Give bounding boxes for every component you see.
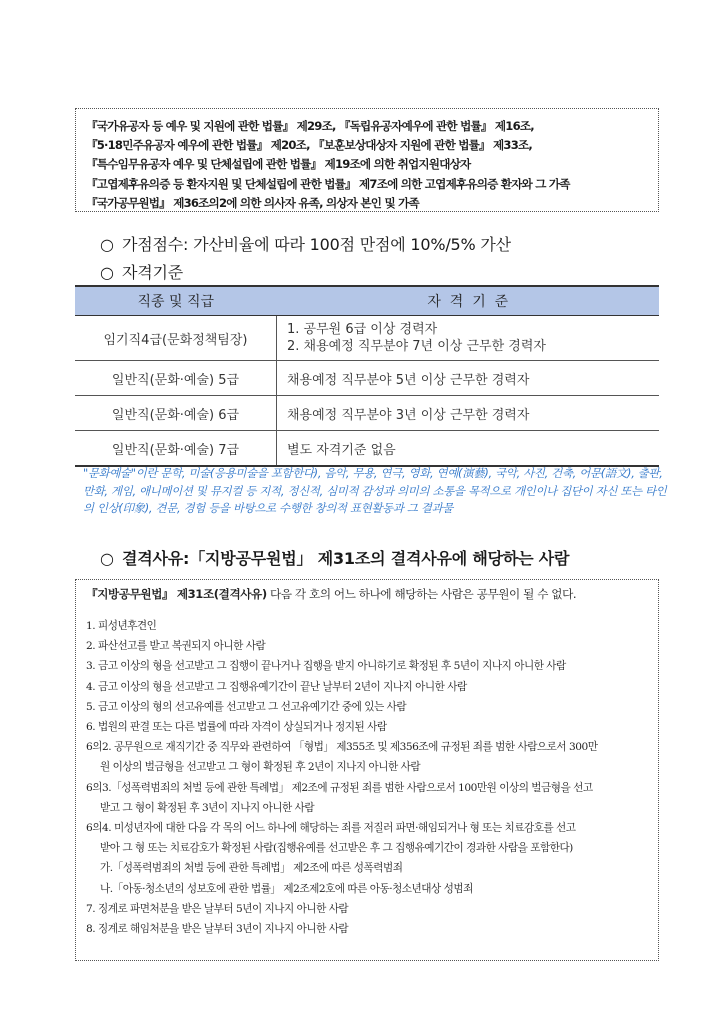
statute-intro-text: 다음 각 호의 어느 하나에 해당하는 사람은 공무원이 될 수 없다. [266,587,577,601]
list-item: 6의3.「성폭력범죄의 처벌 등에 관한 특례법」 제2조에 규정된 죄를 범한 사람으로서 100만원 이상의 벌금형을 선고 [86,781,593,794]
law-line: 『특수임무유공자 예우 및 단체설립에 관한 법률』 제19조에 의한 취업지원대상자 [86,157,471,172]
list-item-continuation: 받고 그 형이 확정된 후 3년이 지나지 아니한 사람 [100,801,315,814]
table-row [75,396,659,431]
list-item: 2. 파산선고를 받고 복권되지 아니한 사람 [86,640,266,653]
rank-cell: 일반직(문화·예술) 5급 [75,361,277,396]
disqualification-intro [86,586,648,602]
circle-bullet-icon: ○ [100,263,114,282]
table-header-row [75,286,659,316]
list-item: 8. 징계로 해임처분을 받은 날부터 3년이 지나지 아니한 사람 [86,923,349,936]
header-criteria: 자 격 기 준 [277,286,660,316]
circle-bullet-icon: ○ [100,549,114,568]
table-row [75,431,659,467]
criteria-cell: 별도 자격기준 없음 [277,431,660,467]
list-item: 6의2. 공무원으로 재직기간 중 직무와 관련하여 「형법」 제355조 및 제356조에 규정된 죄를 범한 사람으로서 300만 [86,741,598,754]
rank-cell: 일반직(문화·예술) 7급 [75,431,277,467]
list-item: 6. 법원의 판결 또는 다른 법률에 따라 자격이 상실되거나 정지된 사람 [86,721,387,734]
law-line: 『고엽제후유의증 등 환자지원 및 단체설립에 관한 법률』 제7조에 의한 고엽제후유의증 환자와 그 가족 [86,176,570,191]
culture-arts-definition-note: "문화예술"이란 문학, 미술(응용미술을 포함한다), 음악, 무용, 연극, 영화, 연예(演藝), 국악, 사진, 건축, 어문(語文), 출판, 만화, 게임, 애니메이션 및 뮤지컬 등 지적, 정신적, 심미적 감성과 의미의 소통을 목적으로 개인이나 집단이 자신 또는 타인의 인상(印象), 견문, 경험 등을 바탕으로 수행한 창의적 표현활동과 그 결과물 [83,466,667,515]
list-item: 1. 피성년후견인 [86,620,157,632]
disqualification-heading [100,546,569,569]
criteria-cell [277,316,660,361]
bonus-points-heading [100,232,511,255]
disqualification-text: 결격사유:「지방공무원법」 제31조의 결격사유에 해당하는 사람 [122,549,570,568]
law-line: 『국가공무원법』 제36조의2에 의한 의사자 유족, 의상자 본인 및 가족 [86,195,419,210]
list-subitem: 가.「성폭력범죄의 처벌 등에 관한 특례법」 제2조에 따른 성폭력범죄 [100,862,403,875]
disqualification-box [75,579,659,961]
qualification-text: 자격기준 [122,263,184,282]
header-rank: 직종 및 직급 [75,286,277,316]
qualification-heading [100,260,183,283]
list-item-continuation: 받아 그 형 또는 치료감호가 확정된 사람(집행유예를 선고받은 후 그 집행유예기간이 경과한 사람을 포함한다) [100,842,573,855]
criteria-line: 1. 공무원 6급 이상 경력자 [287,322,438,337]
list-item: 4. 금고 이상의 형을 선고받고 그 집행유예기간이 끝난 날부터 2년이 지나지 아니한 사람 [86,680,467,693]
list-item: 7. 징계로 파면처분을 받은 날부터 5년이 지나지 아니한 사람 [86,902,349,915]
disqualification-list [86,616,648,939]
circle-bullet-icon: ○ [100,235,114,254]
criteria-cell: 채용예정 직무분야 5년 이상 근무한 경력자 [277,361,660,396]
qualification-table [75,285,659,467]
bonus-points-text: 가점점수: 가산비율에 따라 100점 만점에 10%/5% 가산 [122,235,511,254]
list-item: 3. 금고 이상의 형을 선고받고 그 집행이 끝나거나 집행을 받지 아니하기로 확정된 후 5년이 지나지 아니한 사람 [86,660,566,673]
table-row [75,361,659,396]
law-line: 『5·18민주유공자 예우에 관한 법률』 제20조, 『보훈보상대상자 지원에 관한 법률』 제33조, [86,138,532,153]
list-item: 6의4. 미성년자에 대한 다음 각 목의 어느 하나에 해당하는 죄를 저질러 파면·해임되거나 형 또는 치료감호를 선고 [86,822,576,835]
table-row [75,316,659,361]
rank-cell: 임기직4급(문화정책팀장) [75,316,277,361]
list-item-continuation: 원 이상의 벌금형을 선고받고 그 형이 확정된 후 2년이 지나지 아니한 사람 [100,761,421,774]
criteria-cell: 채용예정 직무분야 3년 이상 근무한 경력자 [277,396,660,431]
rank-cell: 일반직(문화·예술) 6급 [75,396,277,431]
criteria-line: 2. 채용예정 직무분야 7년 이상 근무한 경력자 [287,339,546,354]
statute-title: 『지방공무원법』 제31조(결격사유) [86,587,267,601]
eligibility-laws-box [75,108,659,212]
list-subitem: 나.「아동·청소년의 성보호에 관한 법률」 제2조제2호에 따른 아동·청소년대상 성범죄 [100,882,473,895]
law-line: 『국가유공자 등 예우 및 지원에 관한 법률』 제29조, 『독립유공자예우에 관한 법률』 제16조, [86,119,534,133]
list-item: 5. 금고 이상의 형의 선고유예를 선고받고 그 선고유예기간 중에 있는 사람 [86,700,407,713]
